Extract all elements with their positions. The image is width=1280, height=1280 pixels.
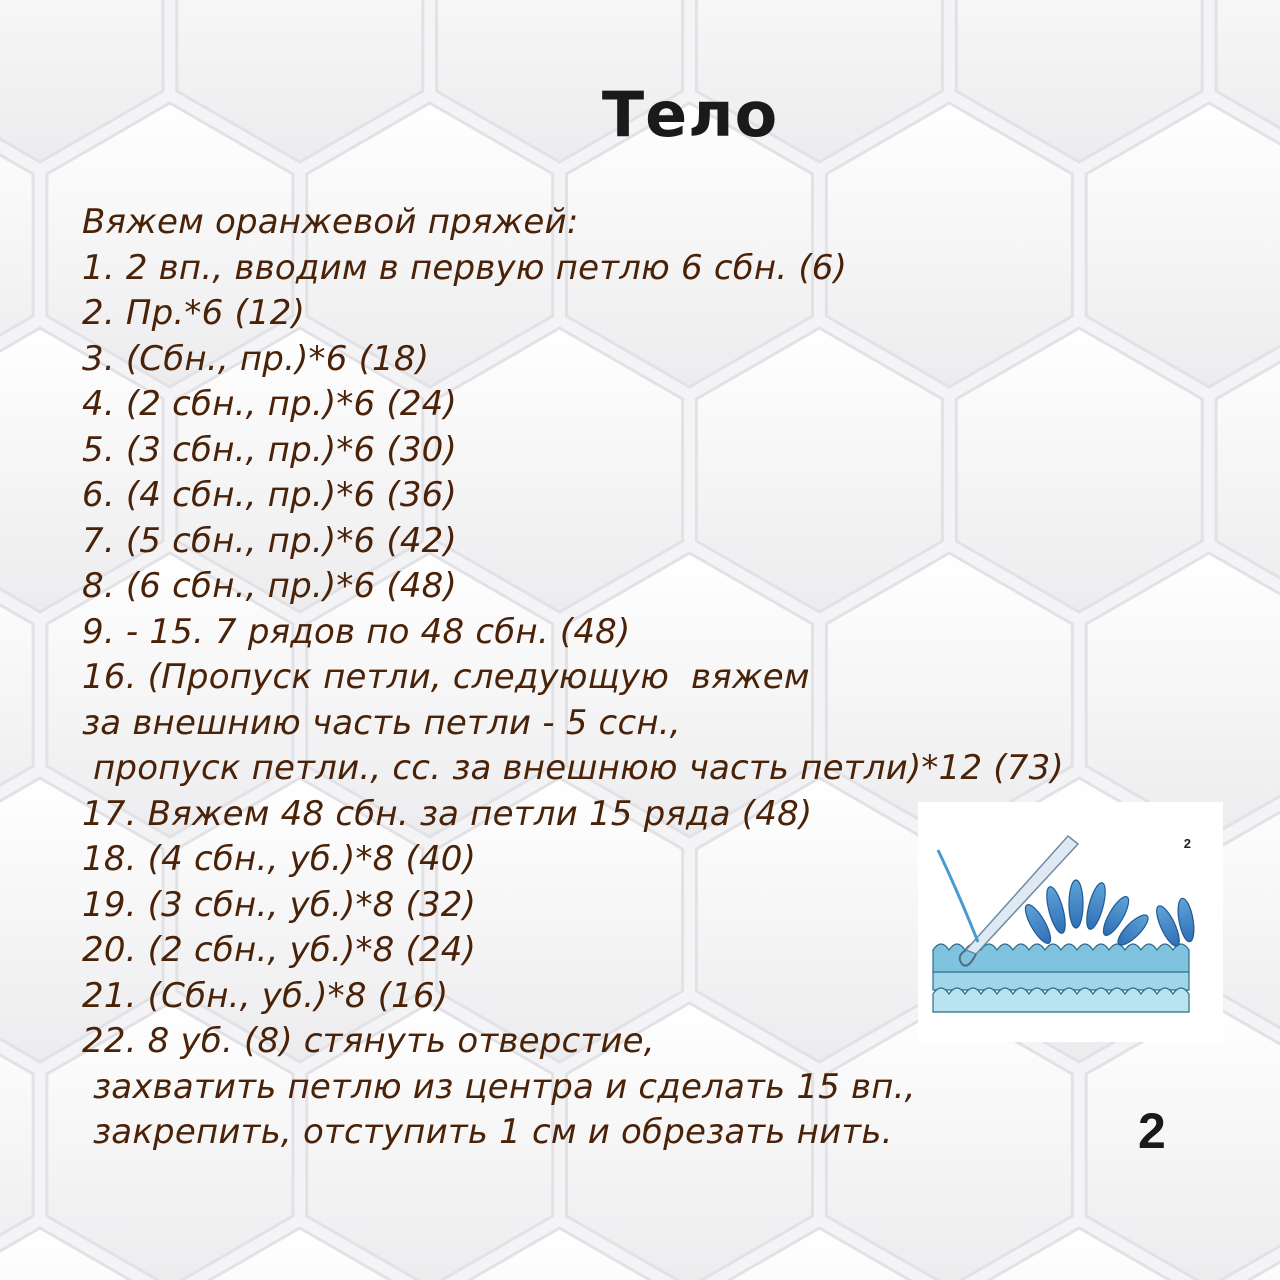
instruction-line: 8. (6 сбн., пр.)*6 (48) [82,566,457,606]
shell-stitches [1021,880,1197,949]
crochet-illustration [918,802,1223,1042]
instruction-line: 5. (3 сбн., пр.)*6 (30) [82,429,457,470]
figure-label: 2 [1183,836,1191,851]
instruction-line: закрепить, отступить 1 см и обрезать нить. [82,1112,893,1152]
instruction-line: захватить петлю из центра и сделать 15 вп., [82,1066,916,1107]
instruction-line: пропуск петли., сс. за внешнюю часть петли)*12 (73) [82,748,1064,788]
instruction-line: за внешнию часть петли - 5 ссн., [82,702,681,743]
crochet-hook-stitch-diagram [918,802,1223,1042]
instruction-line: 20. (2 сбн., уб.)*8 (24) [82,930,477,970]
page-title: Тело [601,78,779,151]
instruction-line: 3. (Сбн., пр.)*6 (18) [82,338,430,379]
instruction-heading: Вяжем оранжевой пряжей: [82,202,579,242]
instruction-line: 4. (2 сбн., пр.)*6 (24) [82,384,457,424]
base-rows [933,944,1189,1012]
instruction-line: 7. (5 сбн., пр.)*6 (42) [82,520,457,561]
instruction-line: 6. (4 сбн., пр.)*6 (36) [82,475,457,515]
instruction-line: 16. (Пропуск петли, следующую вяжем [82,657,810,697]
instruction-line: 2. Пр.*6 (12) [82,293,306,333]
instruction-line: 22. 8 уб. (8) стянуть отверстие, [82,1021,655,1061]
yarn-strand [938,850,978,942]
instruction-line: 1. 2 вп., вводим в первую петлю 6 сбн. (6) [82,247,848,288]
page-number: 2 [1138,1103,1166,1159]
instruction-line: 18. (4 сбн., уб.)*8 (40) [82,839,477,879]
instruction-line: 17. Вяжем 48 сбн. за петли 15 ряда (48) [82,793,813,834]
instruction-line: 19. (3 сбн., уб.)*8 (32) [82,884,477,925]
instruction-line: 9. - 15. 7 рядов по 48 сбн. (48) [82,611,631,652]
instruction-line: 21. (Сбн., уб.)*8 (16) [82,975,449,1016]
